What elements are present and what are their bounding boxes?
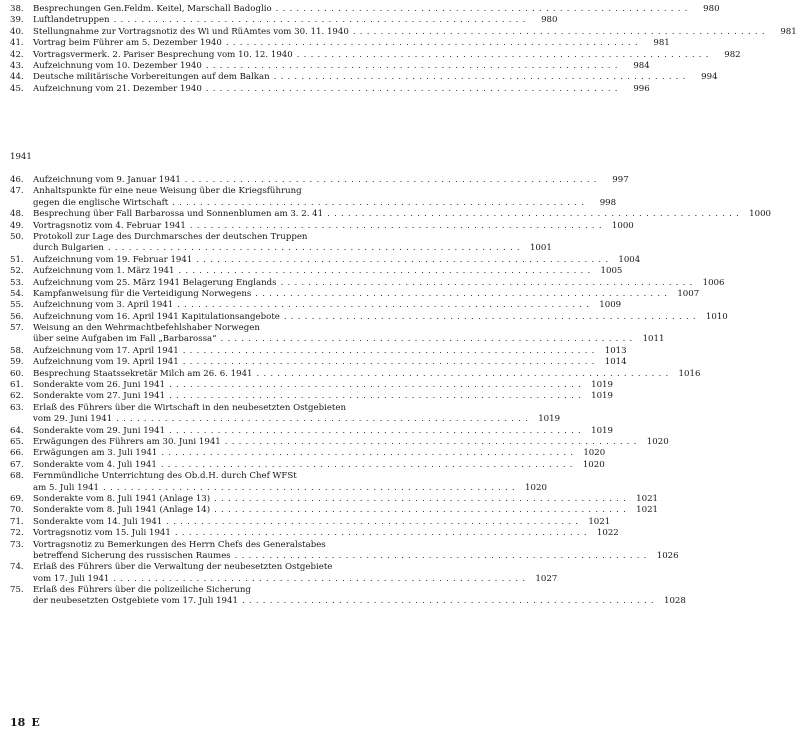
entry-last-line	[33, 15, 558, 26]
dot-leader: ............................................................	[160, 459, 577, 470]
entry-last-line	[33, 84, 650, 95]
entry-page-number: 1009	[599, 300, 622, 311]
entry-body	[33, 426, 613, 437]
entry-number: 53.	[10, 277, 24, 288]
entry-title-line: Aufzeichnung vom 25. März 1941 Belagerung Englands	[33, 277, 277, 288]
entry-title-line: vom 17. Juli 1941	[33, 573, 110, 584]
toc-entry	[10, 402, 561, 426]
entry-title-line: über seine Aufgaben im Fall „Barbarossa“	[33, 334, 217, 345]
entry-title-line: Vortrag beim Führer am 5. Dezember 1940	[33, 38, 222, 49]
dot-leader: ............................................................	[103, 482, 519, 493]
dot-leader: ............................................................	[283, 311, 700, 322]
entry-body	[33, 186, 616, 209]
entry-title-line: Sonderakte vom 4. Juli 1941	[33, 459, 157, 470]
entry-number: 59.	[10, 357, 24, 368]
entry-body	[33, 15, 558, 26]
dot-leader: ............................................................	[166, 516, 583, 527]
entry-page-number: 997	[612, 175, 629, 185]
entry-page-number: 1028	[663, 596, 686, 607]
entry-page-number: 1019	[591, 391, 613, 402]
entry-last-line	[33, 50, 741, 61]
entry-title-line: Aufzeichnung vom 19. Februar 1941	[33, 254, 193, 265]
entry-title-line: Sonderakte vom 27. Juni 1941	[33, 391, 166, 402]
dot-leader: ............................................................	[255, 288, 672, 299]
entry-page-number: 1020	[582, 459, 605, 470]
entry-page-number: 980	[541, 15, 558, 26]
entry-page-number: 1010	[705, 311, 728, 322]
entry-title-line: Aufzeichnung vom 3. April 1941	[33, 300, 174, 311]
entry-body	[33, 346, 627, 357]
entry-page-number: 1021	[636, 493, 659, 504]
entry-body	[33, 278, 724, 289]
entry-last-line	[33, 300, 621, 311]
entry-title-line: Weisung an den Wehrmachtbefehlshaber Norwegen	[33, 323, 260, 334]
entry-last-line	[33, 528, 619, 539]
entry-number: 52.	[10, 266, 24, 277]
footer-page-number: 18	[10, 716, 26, 729]
entry-body	[33, 84, 650, 95]
toc-entry	[10, 357, 627, 368]
entry-page-number: 1027	[535, 573, 558, 584]
entry-last-line	[33, 278, 724, 289]
entry-last-line	[33, 198, 616, 209]
entry-number: 39.	[10, 15, 24, 26]
toc-entry	[10, 72, 718, 83]
dot-leader: ............................................................	[169, 391, 585, 402]
entry-title-line: Stellungnahme zur Vortragsnotiz des Wi und RüAmtes vom 30. 11. 1940	[33, 26, 349, 37]
dot-leader: ............................................................	[177, 300, 594, 311]
entry-body	[33, 312, 728, 323]
entry-number: 75.	[10, 585, 24, 596]
entry-number: 58.	[10, 345, 24, 356]
toc-group-1941	[10, 175, 772, 608]
entry-last-line	[33, 414, 560, 425]
toc-entry	[10, 311, 728, 323]
dot-leader: ............................................................	[241, 596, 658, 607]
dot-leader: ............................................................	[205, 60, 622, 71]
dot-leader: ............................................................	[296, 49, 713, 60]
entry-title-line: Erlaß des Führers über die polizeiliche Sicherung	[33, 585, 251, 596]
entry-title-line: Erlaß des Führers über die Verwaltung der neubesetzten Ostgebiete	[33, 562, 333, 573]
dot-leader: ............................................................	[214, 505, 631, 516]
entry-body	[33, 437, 669, 448]
entry-title-line: Besprechung Staatssekretär Milch am 26. 6. 1941	[33, 368, 253, 379]
entry-number: 64.	[10, 425, 24, 436]
entry-title-line: Aufzeichnung vom 21. Dezember 1940	[33, 83, 202, 94]
entry-body	[33, 323, 664, 346]
dot-leader: ............................................................	[116, 414, 533, 425]
entry-title-line: Sonderakte vom 26. Juni 1941	[33, 380, 166, 391]
toc-entry	[10, 368, 701, 380]
entry-title-line: der neubesetzten Ostgebiete vom 17. Juli 1941	[33, 596, 238, 607]
entry-last-line	[33, 357, 627, 368]
entry-title-line: gegen die englische Wirtschaft	[33, 197, 169, 208]
entry-last-line	[33, 289, 699, 300]
entry-number: 45.	[10, 83, 24, 94]
dot-leader: ............................................................	[161, 448, 578, 459]
entry-body	[33, 38, 670, 49]
entry-page-number: 1019	[538, 414, 561, 425]
entry-body	[33, 540, 679, 563]
toc-entry	[10, 231, 552, 255]
entry-number: 62.	[10, 391, 24, 402]
entry-page-number: 996	[633, 83, 650, 94]
entry-page-number: 1001	[529, 243, 552, 254]
toc-entry	[10, 300, 622, 311]
entry-page-number: 980	[703, 4, 720, 14]
entry-title-line: Aufzeichnung vom 10. Dezember 1940	[33, 60, 202, 71]
entry-page-number: 1005	[600, 266, 623, 277]
footer-mark: E	[31, 716, 40, 729]
entry-title-line: Fernmündliche Unterrichtung des Ob.d.H. durch Chef WFSt	[33, 471, 297, 482]
toc-entry	[10, 323, 665, 346]
entry-body	[33, 357, 627, 368]
entry-number: 44.	[10, 72, 24, 83]
entry-page-number: 1007	[677, 288, 700, 299]
entry-title-line: Sonderakte vom 14. Juli 1941	[33, 516, 163, 527]
entry-number: 60.	[10, 368, 24, 379]
entry-body	[33, 289, 699, 300]
entry-title-line: Protokoll zur Lage des Durchmarsches der deutschen Truppen	[33, 231, 308, 242]
entry-last-line	[33, 505, 658, 516]
entry-title-line: Anhaltspunkte für eine neue Weisung über die Kriegsführung	[33, 186, 302, 197]
entry-body	[33, 369, 700, 380]
dot-leader: ............................................................	[107, 243, 524, 254]
entry-last-line	[33, 460, 605, 471]
entry-number: 41.	[10, 38, 24, 49]
entry-page-number: 994	[701, 72, 718, 83]
entry-number: 38.	[10, 4, 24, 14]
entry-last-line	[33, 448, 605, 459]
dot-leader: ............................................................	[189, 220, 606, 231]
entry-title-line: Besprechungen Gen.Feldm. Keitel, Marschall Badoglio	[33, 4, 272, 14]
entry-number: 50.	[10, 231, 24, 242]
entry-body	[33, 528, 619, 539]
entry-body	[33, 27, 797, 38]
dot-leader: ............................................................	[174, 528, 591, 539]
dot-leader: ............................................................	[225, 38, 642, 49]
entry-title-line: Vortragsnotiz vom 4. Februar 1941	[33, 220, 186, 231]
entry-last-line	[33, 221, 634, 232]
entry-number: 43.	[10, 60, 24, 71]
entry-title-line: Aufzeichnung vom 1. März 1941	[33, 266, 175, 277]
entry-number: 57.	[10, 323, 24, 334]
entry-number: 63.	[10, 402, 24, 413]
entry-last-line	[33, 346, 627, 357]
entry-title-line: Sonderakte vom 8. Juli 1941 (Anlage 13)	[33, 493, 211, 504]
entry-page-number: 1020	[646, 436, 669, 447]
entry-number: 65.	[10, 436, 24, 447]
entry-title-line: Vortragsnotiz zu Bemerkungen des Herrn Chefs des Generalstabes	[33, 539, 326, 550]
entry-body	[33, 209, 771, 220]
toc-entry	[10, 436, 669, 448]
entry-page-number: 1011	[642, 334, 665, 345]
entry-title-line: Aufzeichnung vom 16. April 1941 Kapitulationsangebote	[33, 311, 280, 322]
entry-title-line: Erwägungen des Führers am 30. Juni 1941	[33, 436, 221, 447]
toc-entry	[10, 83, 650, 95]
entry-number: 72.	[10, 528, 24, 539]
toc-entry	[10, 186, 617, 209]
toc-entry	[10, 528, 619, 539]
entry-last-line	[33, 61, 650, 72]
entry-body	[33, 175, 629, 186]
entry-page-number: 1016	[678, 368, 701, 379]
entry-page-number: 1000	[749, 209, 772, 220]
entry-last-line	[33, 266, 622, 277]
entry-number: 73.	[10, 539, 24, 550]
entry-number: 40.	[10, 26, 24, 37]
dot-leader: ............................................................	[224, 436, 641, 447]
entry-number: 51.	[10, 254, 24, 265]
entry-page-number: 1021	[588, 516, 611, 527]
toc-entry	[10, 26, 797, 38]
toc-entry	[10, 380, 613, 391]
entry-page-number: 1006	[702, 277, 725, 288]
entry-page-number: 1026	[656, 550, 679, 561]
entry-body	[33, 72, 718, 83]
entry-last-line	[33, 4, 720, 15]
entry-title-line: vom 29. Juni 1941	[33, 414, 113, 425]
entry-body	[33, 471, 547, 494]
entry-page-number: 1020	[583, 448, 606, 459]
entry-page-number: 1021	[636, 505, 659, 516]
entry-title-line: Vortragsvermerk. 2. Pariser Besprechung vom 10. 12. 1940	[33, 49, 293, 60]
entry-title-line: Aufzeichnung vom 9. Januar 1941	[33, 175, 181, 185]
toc-entry	[10, 4, 720, 15]
entry-body	[33, 50, 741, 61]
entry-page-number: 1013	[604, 345, 627, 356]
dot-leader: ............................................................	[169, 425, 585, 436]
dot-leader: ............................................................	[234, 550, 651, 561]
entry-title-line: Sonderakte vom 8. Juli 1941 (Anlage 14)	[33, 505, 211, 516]
dot-leader: ............................................................	[280, 277, 697, 288]
dot-leader: ............................................................	[220, 334, 637, 345]
entry-body	[33, 403, 560, 426]
entry-number: 42.	[10, 49, 24, 60]
entry-title-line: Besprechung über Fall Barbarossa und Sonnenblumen am 3. 2. 41	[33, 209, 324, 220]
entry-title-line: Aufzeichnung vom 19. April 1941	[33, 357, 179, 368]
entry-last-line	[33, 426, 613, 437]
dot-leader: ............................................................	[205, 83, 622, 94]
entry-number: 54.	[10, 288, 24, 299]
entry-title-line: Vortragsnotiz vom 15. Juli 1941	[33, 528, 171, 539]
toc-entry	[10, 562, 558, 585]
entry-page-number: 1020	[525, 482, 547, 493]
entry-number: 47.	[10, 186, 24, 197]
entry-last-line	[33, 494, 658, 505]
entry-title-line: am 5. Juli 1941	[33, 482, 100, 493]
toc-entry	[10, 585, 686, 608]
entry-title-line: betreffend Sicherung des russischen Raumes	[33, 550, 231, 561]
entry-last-line	[33, 483, 547, 494]
entry-last-line	[33, 175, 629, 186]
entry-number: 61.	[10, 380, 24, 391]
toc-entry	[10, 60, 650, 72]
entry-last-line	[33, 255, 640, 266]
toc-entry	[10, 516, 611, 528]
dot-leader: ............................................................	[113, 15, 530, 26]
toc-entry	[10, 15, 558, 26]
toc-entry	[10, 288, 700, 300]
entry-page-number: 998	[599, 197, 617, 208]
entry-number: 49.	[10, 220, 24, 231]
toc-entry	[10, 266, 623, 277]
toc-entry	[10, 505, 659, 516]
toc-entry	[10, 425, 613, 437]
toc-entry	[10, 448, 606, 459]
entry-page-number: 984	[633, 60, 650, 71]
entry-body	[33, 391, 613, 402]
entry-number: 74.	[10, 562, 24, 573]
entry-page-number: 981	[653, 38, 670, 49]
entry-title-line: Deutsche militärische Vorbereitungen auf dem Balkan	[33, 72, 270, 83]
dot-leader: ............................................................	[169, 380, 585, 391]
entry-number: 67.	[10, 459, 24, 470]
entry-page-number: 1019	[591, 425, 613, 436]
page-footer	[10, 716, 40, 729]
entry-body	[33, 300, 621, 311]
entry-title-line: Kampfanweisung für die Verteidigung Norwegens	[33, 288, 252, 299]
entry-body	[33, 460, 605, 471]
entry-body	[33, 494, 658, 505]
entry-number: 70.	[10, 505, 24, 516]
toc-entry	[10, 391, 613, 402]
entry-last-line	[33, 391, 613, 402]
toc-entry	[10, 539, 679, 563]
entry-title-line: Aufzeichnung vom 17. April 1941	[33, 345, 179, 356]
entry-body	[33, 448, 605, 459]
entry-title-line: Sonderakte vom 29. Juni 1941	[33, 425, 166, 436]
dot-leader: ............................................................	[113, 573, 530, 584]
dot-leader: ............................................................	[182, 357, 599, 368]
entry-last-line	[33, 574, 557, 585]
toc-entry	[10, 345, 627, 357]
entry-body	[33, 585, 686, 608]
entry-number: 69.	[10, 493, 24, 504]
entry-body	[33, 255, 640, 266]
toc-group-1940	[10, 4, 797, 95]
entry-last-line	[33, 312, 728, 323]
entry-last-line	[33, 334, 664, 345]
entry-body	[33, 61, 650, 72]
toc-entry	[10, 493, 659, 505]
dot-leader: ............................................................	[196, 254, 613, 265]
dot-leader: ............................................................	[352, 26, 769, 37]
entry-page-number: 1019	[591, 380, 613, 391]
toc-entry	[10, 277, 725, 289]
toc-entry	[10, 220, 634, 232]
entry-last-line	[33, 380, 613, 391]
toc-entry	[10, 49, 741, 61]
entry-title-line: Erlaß des Führers über die Wirtschaft in den neubesetzten Ostgebieten	[33, 402, 346, 413]
entry-page-number: 1014	[604, 357, 627, 368]
entry-body	[33, 266, 622, 277]
toc-entry	[10, 459, 605, 471]
dot-leader: ............................................................	[178, 266, 595, 277]
entry-last-line	[33, 209, 771, 220]
year-heading: 1941	[10, 152, 32, 162]
dot-leader: ............................................................	[214, 493, 631, 504]
entry-number: 48.	[10, 209, 24, 220]
entry-title-line: Luftlandetruppen	[33, 15, 110, 26]
entry-last-line	[33, 72, 718, 83]
dot-leader: ............................................................	[275, 4, 692, 14]
dot-leader: ............................................................	[327, 209, 744, 220]
entry-last-line	[33, 596, 686, 607]
entry-last-line	[33, 243, 552, 254]
entry-page-number: 1000	[611, 220, 634, 231]
entry-title-line: Erwägungen am 3. Juli 1941	[33, 448, 158, 459]
entry-title-line: durch Bulgarien	[33, 243, 104, 254]
dot-leader: ............................................................	[184, 175, 601, 185]
toc-entry	[10, 209, 772, 220]
toc-entry	[10, 38, 670, 49]
entry-page-number: 982	[724, 49, 741, 60]
entry-number: 66.	[10, 448, 24, 459]
entry-number: 55.	[10, 300, 24, 311]
entry-number: 46.	[10, 175, 24, 185]
entry-body	[33, 232, 552, 255]
entry-body	[33, 517, 610, 528]
entry-last-line	[33, 369, 700, 380]
dot-leader: ............................................................	[182, 345, 599, 356]
entry-page-number: 1004	[618, 254, 641, 265]
entry-body	[33, 562, 557, 585]
entry-body	[33, 221, 634, 232]
entry-page-number: 981	[780, 26, 797, 37]
dot-leader: ............................................................	[273, 72, 690, 83]
toc-entry	[10, 471, 547, 494]
entry-page-number: 1022	[596, 528, 619, 539]
entry-body	[33, 4, 720, 15]
entry-last-line	[33, 517, 610, 528]
toc-entry	[10, 254, 641, 266]
toc-entry	[10, 175, 629, 186]
entry-last-line	[33, 437, 669, 448]
dot-leader: ............................................................	[172, 197, 589, 208]
entry-number: 56.	[10, 311, 24, 322]
entry-body	[33, 505, 658, 516]
entry-last-line	[33, 38, 670, 49]
entry-last-line	[33, 551, 679, 562]
entry-last-line	[33, 27, 797, 38]
entry-number: 68.	[10, 471, 24, 482]
entry-number: 71.	[10, 516, 24, 527]
entry-body	[33, 380, 613, 391]
dot-leader: ............................................................	[256, 368, 673, 379]
